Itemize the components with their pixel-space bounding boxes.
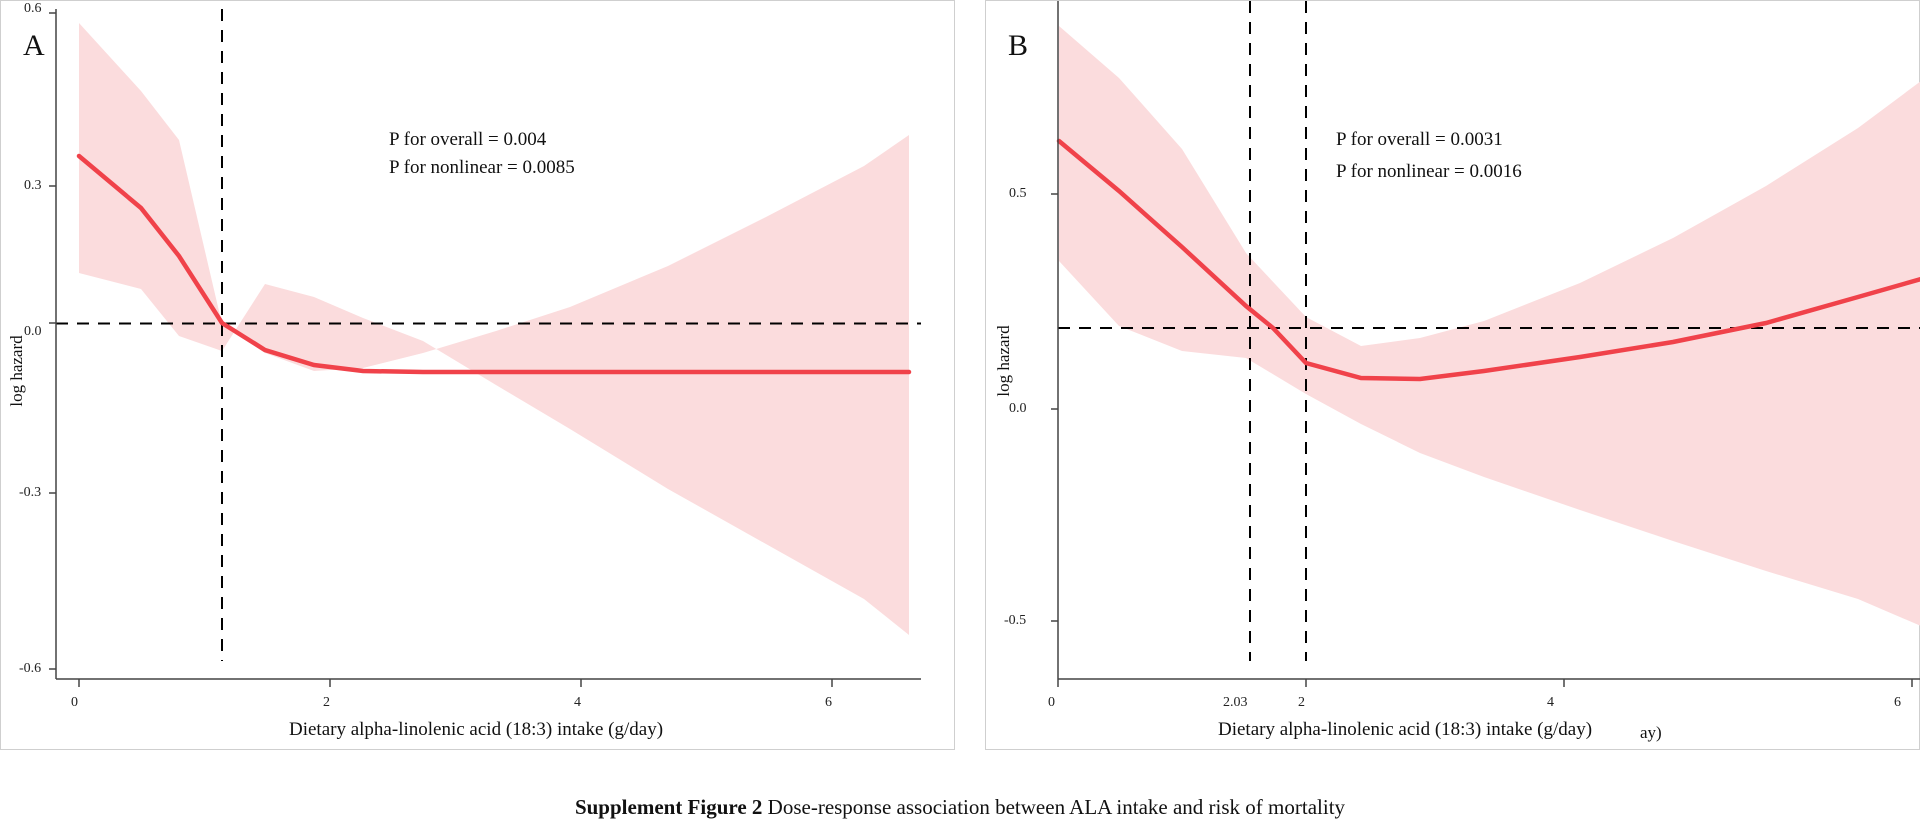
panel-b-ci-band bbox=[1059, 26, 1920, 626]
panel-b-ytick-0: -0.5 bbox=[1004, 613, 1027, 628]
panel-a-ytick-3: 0.3 bbox=[24, 178, 42, 193]
panel-a-annotation-1: P for nonlinear = 0.0085 bbox=[389, 157, 575, 178]
panel-b-plot bbox=[986, 1, 1920, 691]
panel-b-xtick-1: 2.03 bbox=[1223, 695, 1248, 710]
panel-b bbox=[985, 0, 1920, 750]
panel-a-ci-band bbox=[79, 23, 909, 635]
panel-b-xtick-0: 0 bbox=[1048, 695, 1055, 710]
panel-a-plot bbox=[1, 1, 956, 691]
panel-b-letter: B bbox=[1008, 29, 1029, 62]
panel-b-ytick-1: 0.0 bbox=[1009, 401, 1027, 416]
panel-b-annotation-0: P for overall = 0.0031 bbox=[1336, 129, 1503, 150]
figure-caption-label: Supplement Figure 2 bbox=[574, 795, 763, 819]
panel-b-xtick-3: 4 bbox=[1547, 695, 1554, 710]
panel-a-xtick-3: 6 bbox=[825, 695, 832, 710]
figure-caption-text: Dose-response association between ALA intake and risk of mortality bbox=[762, 795, 1346, 819]
panel-b-xtick-4: 6 bbox=[1894, 695, 1901, 710]
panel-a-annotation-0: P for overall = 0.004 bbox=[389, 129, 547, 150]
panel-a bbox=[0, 0, 955, 750]
panel-a-ytick-4: 0.6 bbox=[24, 1, 42, 16]
panel-a-letter: A bbox=[23, 29, 45, 62]
panel-a-xtick-2: 4 bbox=[574, 695, 581, 710]
panel-a-xtick-1: 2 bbox=[323, 695, 330, 710]
panel-a-ytick-0: -0.6 bbox=[19, 661, 42, 676]
panel-a-xtick-0: 0 bbox=[71, 695, 78, 710]
panel-a-ytick-1: -0.3 bbox=[19, 485, 42, 500]
panel-b-y-axis-label: log hazard bbox=[994, 325, 1013, 397]
panel-b-annotation-1: P for nonlinear = 0.0016 bbox=[1336, 161, 1522, 182]
panel-a-ytick-2: 0.0 bbox=[24, 324, 42, 339]
panel-a-y-axis-label: log hazard bbox=[7, 335, 26, 407]
panel-b-x-axis-label: Dietary alpha-linolenic acid (18:3) intake (g/day) bbox=[1218, 719, 1593, 740]
panel-b-xtick-2: 2 bbox=[1298, 695, 1305, 710]
figure-caption bbox=[0, 795, 1920, 820]
panel-b-ytick-2: 0.5 bbox=[1009, 186, 1027, 201]
panel-a-x-axis-label: Dietary alpha-linolenic acid (18:3) intake (g/day) bbox=[289, 719, 664, 740]
panel-b-x-axis-label-suffix: ay) bbox=[1640, 723, 1662, 742]
